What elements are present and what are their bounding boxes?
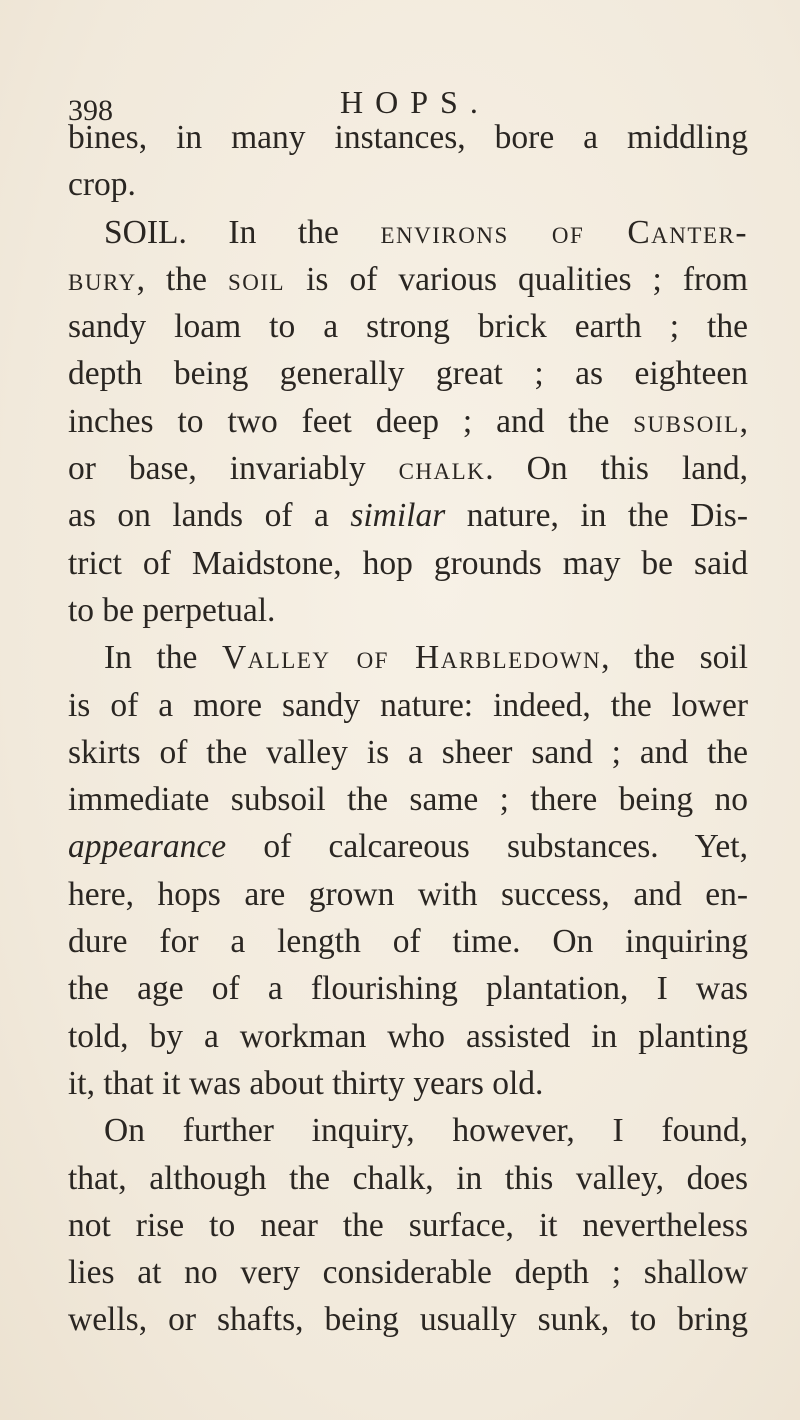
text-line: skirts of the valley is a sheer sand ; and the (68, 733, 748, 771)
text-line: to be perpetual. (68, 591, 276, 629)
text-line: as on lands of a similar nature, in the Dis- (68, 497, 748, 535)
text-line: or base, invariably chalk. On this land, (68, 450, 748, 488)
text-line: dure for a length of time. On inquiring (68, 923, 748, 961)
text-line: sandy loam to a strong brick earth ; the (68, 308, 748, 346)
text-line: told, by a workman who assisted in planting (68, 1017, 748, 1055)
text-line: inches to two feet deep ; and the subsoil, (68, 402, 748, 440)
text-line: that, although the chalk, in this valley, does (68, 1159, 748, 1197)
text-line: trict of Maidstone, hop grounds may be said (68, 544, 748, 582)
page-number: 398 (68, 94, 113, 127)
text-line: appearance of calcareous substances. Yet, (68, 828, 748, 866)
page-header (0, 70, 800, 127)
text-line: wells, or shafts, being usually sunk, to bring (68, 1301, 748, 1339)
text-line: the age of a flourishing plantation, I was (68, 970, 748, 1008)
text-line: lies at no very considerable depth ; shallow (68, 1254, 748, 1292)
text-line: bury, the soil is of various qualities ; from (68, 260, 748, 298)
paragraph-start: In the Valley of Harbledown, the soil (104, 639, 748, 677)
running-head: HOPS. (340, 84, 490, 120)
text-line: depth being generally great ; as eighteen (68, 355, 748, 393)
text-line: crop. (68, 166, 136, 204)
text-line: immediate subsoil the same ; there being no (68, 781, 748, 819)
text-line: is of a more sandy nature: indeed, the lower (68, 686, 748, 724)
paragraph-start: SOIL. In the environs of Canter- (104, 213, 748, 251)
paragraph-start: On further inquiry, however, I found, (104, 1112, 748, 1150)
text-line: not rise to near the surface, it nevertheless (68, 1206, 748, 1244)
body-text (68, 114, 748, 1344)
text-line: bines, in many instances, bore a middling (68, 119, 748, 156)
text-line: it, that it was about thirty years old. (68, 1064, 544, 1102)
text-line: here, hops are grown with success, and en- (68, 875, 748, 913)
